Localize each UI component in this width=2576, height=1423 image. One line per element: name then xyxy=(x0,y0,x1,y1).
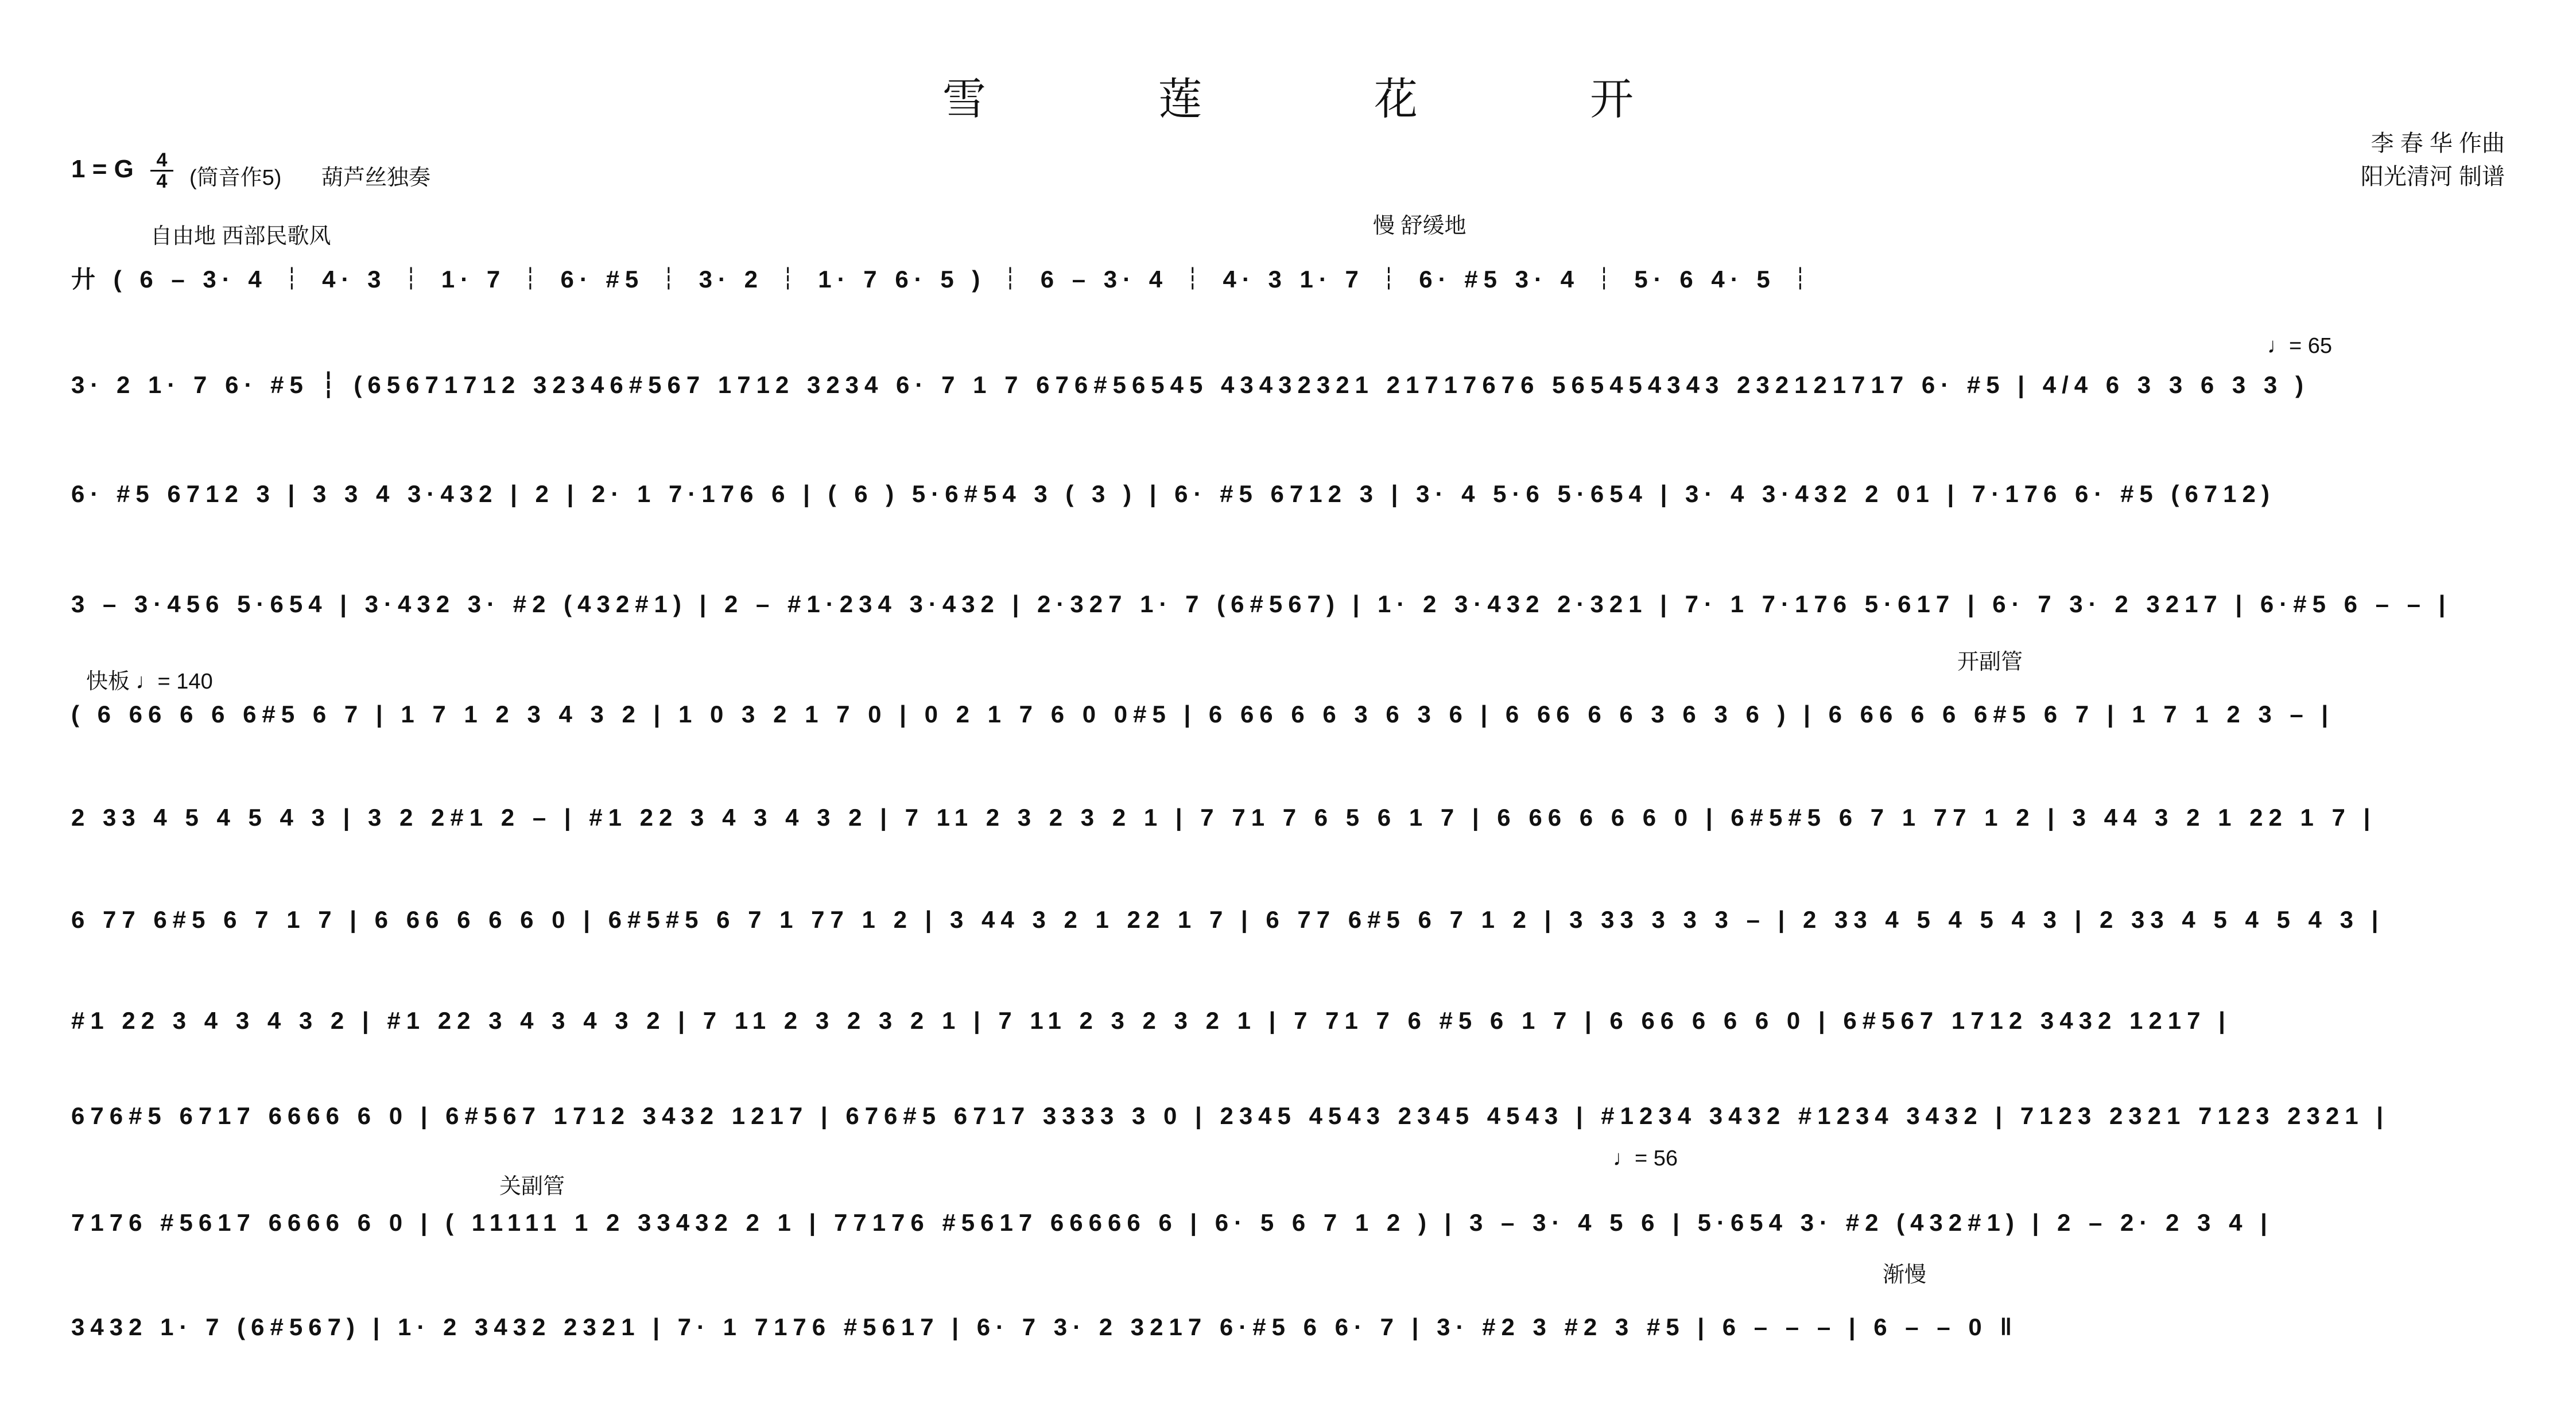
arranger-credit: 阳光清河 制谱 xyxy=(2360,164,2505,189)
notation-line: 3 – 3·456 5·654 | 3·432 3· #2 (432#1) | 2 – #1·234 3·432 | 2·327 1· 7 (6#567) | 1· 2 3·432 2·321 | 7· 1 7·176 5·617 | 6· 7 3· 2 3217 | 6·#5 6 – – | xyxy=(71,590,2451,617)
tuning-note: (筒音作5) xyxy=(189,166,282,190)
annotation-ritardando: 渐慢 xyxy=(1883,1263,1927,1287)
annotation-open-drone: 开副管 xyxy=(1957,650,2023,674)
notation-line: 3432 1· 7 (6#567) | 1· 2 3432 2321 | 7· 1 7176 #5617 | 6· 7 3· 2 3217 6·#5 6 6· 7 | 3· #2 3 #2 3 #5 | 6 – – – | 6 – – 0 ‖ xyxy=(71,1313,2018,1340)
title-char: 莲 xyxy=(1158,75,1202,124)
title-char: 雪 xyxy=(942,75,986,124)
title-char: 开 xyxy=(1590,75,1634,124)
notation-row xyxy=(71,1096,2523,1160)
annotation-slow: 慢 舒缓地 xyxy=(1373,214,1467,238)
notation-line: 3· 2 1· 7 6· #5 ┆ (65671712 32346#567 1712 3234 6· 7 1 7 676#56545 43432321 21717676 565454343 232121717 6· #5 | 4/4 6 3 3 6 3 3 ) xyxy=(71,371,2309,398)
instrument-label: 葫芦丝独奏 xyxy=(321,166,431,190)
notation-line: 6 77 6#5 6 7 1 7 | 6 66 6 6 6 0 | 6#5#5 6 7 1 77 1 2 | 3 44 3 2 1 22 1 7 | 6 77 6#5 6 7 1 2 | 3 33 3 3 3 – | 2 33 4 5 4 5 4 3 | 2 33 4 5 4 5 4 3 | xyxy=(71,906,2384,933)
notation-row xyxy=(71,1307,2523,1371)
notation-line: 676#5 6717 6666 6 0 | 6#567 1712 3432 1217 | 676#5 6717 3333 3 0 | 2345 4543 2345 4543 | #1234 3432 #1234 3432 | 7123 2321 7123 2321 | xyxy=(71,1102,2389,1129)
notation-row xyxy=(71,900,2523,964)
notation-row xyxy=(71,1203,2523,1267)
page-title xyxy=(0,64,2576,127)
notation-row xyxy=(71,259,2523,324)
notation-row xyxy=(71,1001,2523,1065)
title-char: 花 xyxy=(1374,75,1418,124)
annotation-free-tempo: 自由地 西部民歌风 xyxy=(150,224,331,248)
key-signature: 1 = G xyxy=(71,155,134,183)
composer-credit: 李 春 华 作曲 xyxy=(2371,131,2505,156)
annotation-close-drone: 关副管 xyxy=(499,1175,565,1199)
time-signature-bottom: 4 xyxy=(156,170,168,192)
notation-line: 廾 ( 6 – 3· 4 ┆ 4· 3 ┆ 1· 7 ┆ 6· #5 ┆ 3· 2 ┆ 1· 7 6· 5 ) ┆ 6 – 3· 4 ┆ 4· 3 1· 7 ┆ 6· #5 3· 4 ┆ 5· 6 4· 5 ┆ xyxy=(71,266,1818,293)
notation-row xyxy=(71,474,2523,538)
notation-row xyxy=(71,798,2523,862)
notation-line: 6· #5 6712 3 | 3 3 4 3·432 | 2 | 2· 1 7·176 6 | ( 6 ) 5·6#54 3 ( 3 ) | 6· #5 6712 3 | 3· 4 5·6 5·654 | 3· 4 3·432 2 01 | 7·176 6· #5 (6712) xyxy=(71,480,2275,507)
notation-line: #1 22 3 4 3 4 3 2 | #1 22 3 4 3 4 3 2 | 7 11 2 3 2 3 2 1 | 7 11 2 3 2 3 2 1 | 7 71 7 6 #5 6 1 7 | 6 66 6 6 6 0 | 6#567 1712 3432 1217 | xyxy=(71,1007,2231,1034)
time-signature xyxy=(150,150,173,191)
notation-line: 7176 #5617 6666 6 0 | ( 11111 1 2 33432 2 1 | 77176 #5617 66666 6 | 6· 5 6 7 1 2 ) | 3 – 3· 4 5 6 | 5·654 3· #2 (432#1) | 2 – 2· 2 3 4 | xyxy=(71,1209,2273,1236)
tempo-marking-65: ♩= 65 xyxy=(2267,334,2333,358)
tempo-marking-56: ♩= 56 xyxy=(1613,1146,1678,1171)
notation-row xyxy=(71,694,2523,759)
time-signature-top: 4 xyxy=(150,150,173,172)
notation-line: 2 33 4 5 4 5 4 3 | 3 2 2#1 2 – | #1 22 3 4 3 4 3 2 | 7 11 2 3 2 3 2 1 | 7 71 7 6 5 6 1 7 | 6 66 6 6 6 0 | 6#5#5 6 7 1 77 1 2 | 3 44 3 2 1 22 1 7 | xyxy=(71,804,2376,831)
annotation-fast-tempo: 快板 ♩= 140 xyxy=(86,670,213,694)
notation-row xyxy=(71,365,2523,429)
notation-row xyxy=(71,584,2523,648)
notation-line: ( 6 66 6 6 6#5 6 7 | 1 7 1 2 3 4 3 2 | 1 0 3 2 1 7 0 | 0 2 1 7 6 0 0#5 | 6 66 6 6 3 6 3 6 | 6 66 6 6 3 6 3 6 ) | 6 66 6 6 6#5 6 7 | 1 7 1 2 3 – | xyxy=(71,701,2334,728)
